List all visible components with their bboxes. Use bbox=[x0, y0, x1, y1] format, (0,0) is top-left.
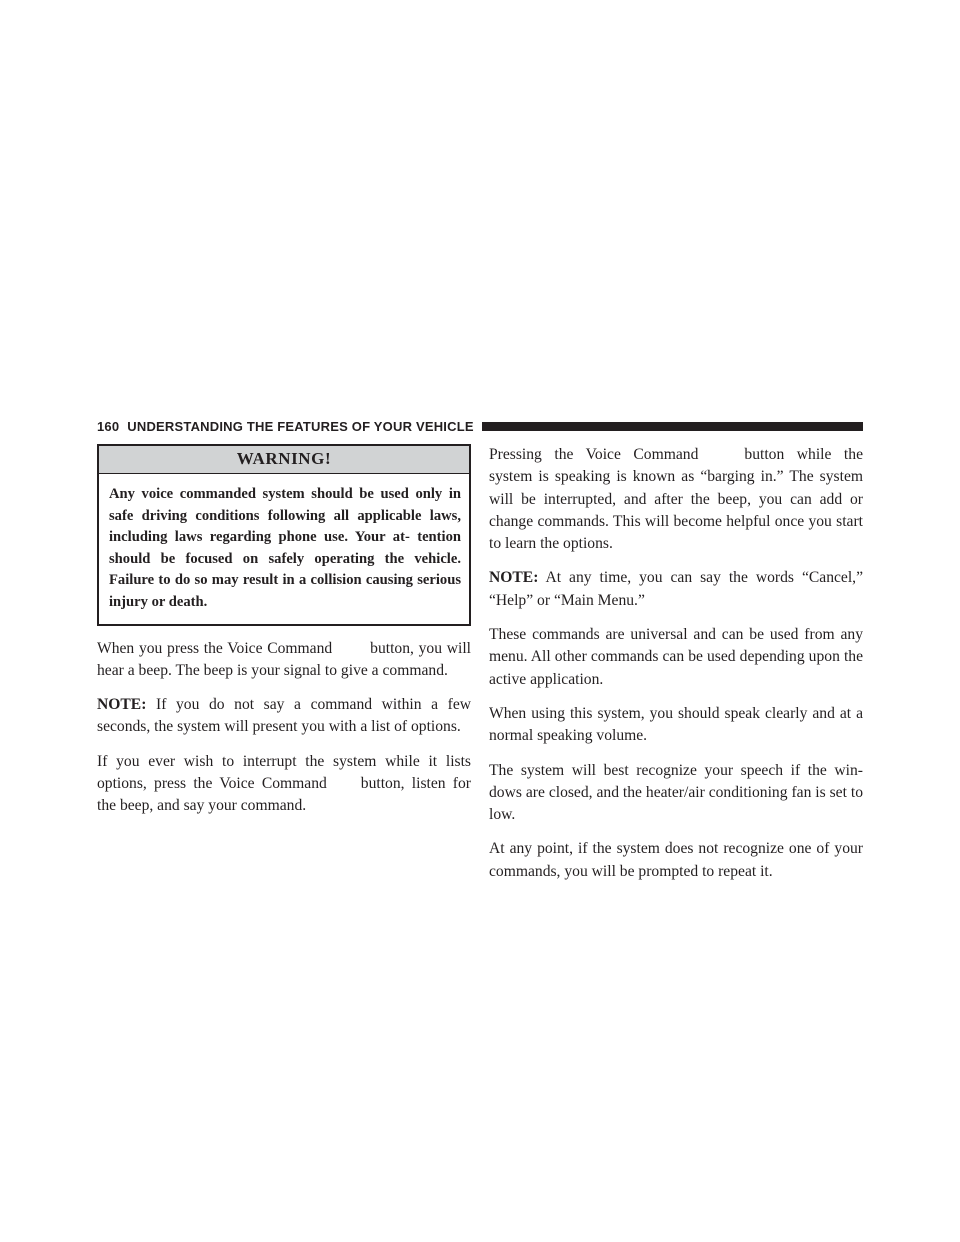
paragraph-text: Pressing the Voice Command bbox=[489, 446, 699, 463]
note-text: If you do not say a command within a few seconds, the system will present you with a list of options. bbox=[97, 696, 472, 736]
paragraph-text: button, you will hear a beep. The beep is your signal to give a command. bbox=[97, 639, 471, 679]
note-label: NOTE: bbox=[489, 569, 539, 587]
header-rule bbox=[482, 422, 863, 431]
paragraph-text: button while the system is speaking is known as “barging in.” The system will be interrupted, and after the beep, you can add or change commands. This will become helpful once you start to learn the options. bbox=[489, 446, 863, 553]
note-paragraph bbox=[97, 694, 471, 739]
paragraph-repeat: At any point, if the system does not recognize one of your commands, you will be prompted to repeat it. bbox=[489, 840, 863, 880]
warning-title: WARNING! bbox=[99, 446, 469, 474]
paragraph-recognize-speech: The system will best recognize your speech if the win- dows are closed, and the heater/air conditioning fan is set to low. bbox=[489, 761, 863, 824]
warning-box bbox=[97, 444, 471, 626]
page-header bbox=[97, 416, 863, 436]
paragraph-speak-clearly: When using this system, you should speak clearly and at a normal speaking volume. bbox=[489, 704, 863, 745]
note-label: NOTE: bbox=[97, 696, 147, 714]
paragraph-text: button, listen for the beep, and say your command. bbox=[97, 775, 471, 815]
note-paragraph bbox=[489, 567, 863, 612]
paragraph-barging-in bbox=[489, 444, 863, 555]
paragraph-universal-commands: These commands are universal and can be used from any menu. All other commands can be used depending upon the active application. bbox=[489, 626, 863, 688]
note-text: At any time, you can say the words “Cancel,” “Help” or “Main Menu.” bbox=[489, 569, 863, 609]
paragraph-interrupt bbox=[97, 751, 471, 818]
paragraph-text: When you press the Voice Command bbox=[97, 639, 333, 657]
paragraph-voice-command-beep bbox=[97, 638, 471, 683]
section-title: UNDERSTANDING THE FEATURES OF YOUR VEHICLE bbox=[127, 418, 474, 434]
page-number: 160 bbox=[97, 418, 120, 434]
right-column bbox=[489, 444, 863, 895]
paragraph-text: If you ever wish to interrupt the system while it lists options, press the Voice Command bbox=[97, 752, 471, 793]
left-column bbox=[97, 444, 471, 830]
warning-text: Any voice commanded system should be used only in safe driving conditions following all applicable laws, including laws regarding phone use. Your at- tention should be focused on safely operating the vehicle. Failure to do so may result in a collision causing serious injury or death. bbox=[109, 486, 461, 610]
